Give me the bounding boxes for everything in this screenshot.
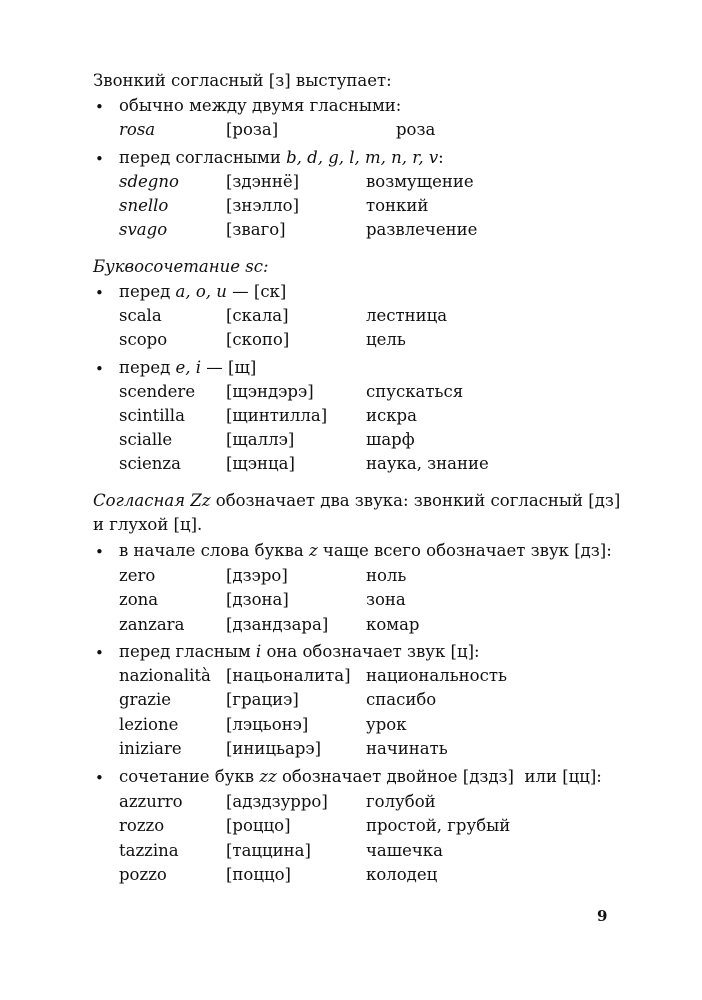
example-translation: роза xyxy=(396,120,436,139)
bullet-text: — [щ] xyxy=(201,358,257,377)
example-word: snello xyxy=(119,196,169,215)
example-word: rozzo xyxy=(119,816,165,835)
bullet-sc-before-aou xyxy=(119,284,286,301)
example-translation: начинать xyxy=(366,739,448,758)
example-transcription: [скопо] xyxy=(226,330,290,349)
bullet-text: перед гласным xyxy=(119,642,256,661)
example-translation: искра xyxy=(366,406,417,425)
example-word: scienza xyxy=(119,454,181,473)
example-transcription: [нацьоналита] xyxy=(226,666,351,685)
bullet-icon: • xyxy=(95,98,104,116)
example-translation: голубой xyxy=(366,792,436,811)
example-word: zanzara xyxy=(119,615,185,634)
letter-ref: zz xyxy=(259,767,277,786)
example-word: scala xyxy=(119,306,162,325)
intro-line: Звонкий согласный [з] выступает: xyxy=(93,71,392,90)
example-translation: спускаться xyxy=(366,382,464,401)
example-translation: развлечение xyxy=(366,220,478,239)
example-transcription: [иницьарэ] xyxy=(226,739,322,758)
example-word: grazie xyxy=(119,690,172,709)
example-translation: ноль xyxy=(366,566,407,585)
example-word: zona xyxy=(119,590,159,609)
bullet-text: перед согласными xyxy=(119,148,287,167)
example-translation: наука, знание xyxy=(366,454,489,473)
example-transcription: [дзэро] xyxy=(226,566,288,585)
z-heading: Согласная Zz xyxy=(93,491,211,510)
bullet-icon: • xyxy=(95,360,104,378)
example-transcription: [здэннё] xyxy=(226,172,300,191)
bullet-text: — [ск] xyxy=(226,282,287,301)
example-translation: лестница xyxy=(366,306,448,325)
example-word: scintilla xyxy=(119,406,185,425)
example-word: nazionalità xyxy=(119,666,211,685)
bullet-between-vowels: обычно между двумя гласными: xyxy=(119,96,402,115)
bullet-zz-double xyxy=(119,769,602,786)
example-word: sdegno xyxy=(119,172,179,191)
example-translation: шарф xyxy=(366,430,415,449)
example-transcription: [таццина] xyxy=(226,841,311,860)
consonant-list: b, d, g, l, m, n, r, v xyxy=(286,148,439,167)
example-word: scendere xyxy=(119,382,196,401)
bullet-z-word-start xyxy=(119,543,612,560)
bullet-text: перед xyxy=(119,358,176,377)
example-transcription: [поццо] xyxy=(226,865,291,884)
bullet-icon: • xyxy=(95,543,104,561)
example-transcription: [роццо] xyxy=(226,816,291,835)
bullet-text: : xyxy=(438,148,444,167)
example-transcription: [щаллэ] xyxy=(226,430,295,449)
example-translation: национальность xyxy=(366,666,507,685)
example-transcription: [грациэ] xyxy=(226,690,299,709)
sc-heading: Буквосочетание sc: xyxy=(93,257,269,276)
example-word: zero xyxy=(119,566,156,585)
bullet-sc-before-ei xyxy=(119,360,256,377)
example-word: pozzo xyxy=(119,865,167,884)
example-transcription: [зваго] xyxy=(226,220,286,239)
example-word: lezione xyxy=(119,715,179,734)
example-translation: тонкий xyxy=(366,196,429,215)
example-translation: спасибо xyxy=(366,690,437,709)
example-translation: простой, грубый xyxy=(366,816,511,835)
example-transcription: [знэлло] xyxy=(226,196,300,215)
example-translation: цель xyxy=(366,330,406,349)
bullet-text: она обозначает звук [ц]: xyxy=(261,642,480,661)
example-word: svago xyxy=(119,220,168,239)
example-transcription: [адздзурро] xyxy=(226,792,328,811)
example-translation: урок xyxy=(366,715,407,734)
vowel-list: e, i xyxy=(175,358,202,377)
bullet-text: обозначает двойное [дздз] или [цц]: xyxy=(276,767,602,786)
vowel-list: a, o, u xyxy=(175,282,227,301)
z-paragraph-line-2: и глухой [ц]. xyxy=(93,515,203,534)
example-word: iniziare xyxy=(119,739,182,758)
bullet-before-consonants xyxy=(119,150,444,167)
example-translation: колодец xyxy=(366,865,438,884)
example-word: scopo xyxy=(119,330,168,349)
example-transcription: [щэндэрэ] xyxy=(226,382,314,401)
bullet-z-before-i xyxy=(119,644,480,661)
example-transcription: [скала] xyxy=(226,306,289,325)
bullet-icon: • xyxy=(95,644,104,662)
example-transcription: [дзона] xyxy=(226,590,289,609)
bullet-icon: • xyxy=(95,150,104,168)
paragraph-text: обозначает два звука: звонкий согласный [дз] xyxy=(210,491,621,510)
example-translation: комар xyxy=(366,615,420,634)
letter-ref: z xyxy=(308,541,318,560)
z-paragraph-line-1 xyxy=(93,493,620,510)
example-word: rosa xyxy=(119,120,156,139)
page-number: 9 xyxy=(597,907,608,925)
bullet-text: сочетание букв xyxy=(119,767,260,786)
example-transcription: [роза] xyxy=(226,120,279,139)
example-translation: зона xyxy=(366,590,406,609)
example-transcription: [лэцьонэ] xyxy=(226,715,309,734)
bullet-text: чаще всего обозначает звук [дз]: xyxy=(317,541,612,560)
bullet-icon: • xyxy=(95,769,104,787)
example-word: azzurro xyxy=(119,792,183,811)
example-translation: чашечка xyxy=(366,841,443,860)
example-transcription: [щэнца] xyxy=(226,454,295,473)
example-word: scialle xyxy=(119,430,173,449)
bullet-icon: • xyxy=(95,284,104,302)
bullet-text: перед xyxy=(119,282,176,301)
bullet-text: в начале слова буква xyxy=(119,541,309,560)
example-transcription: [щинтилла] xyxy=(226,406,328,425)
letter-ref: i xyxy=(255,642,262,661)
example-word: tazzina xyxy=(119,841,179,860)
example-transcription: [дзандзара] xyxy=(226,615,329,634)
example-translation: возмущение xyxy=(366,172,474,191)
